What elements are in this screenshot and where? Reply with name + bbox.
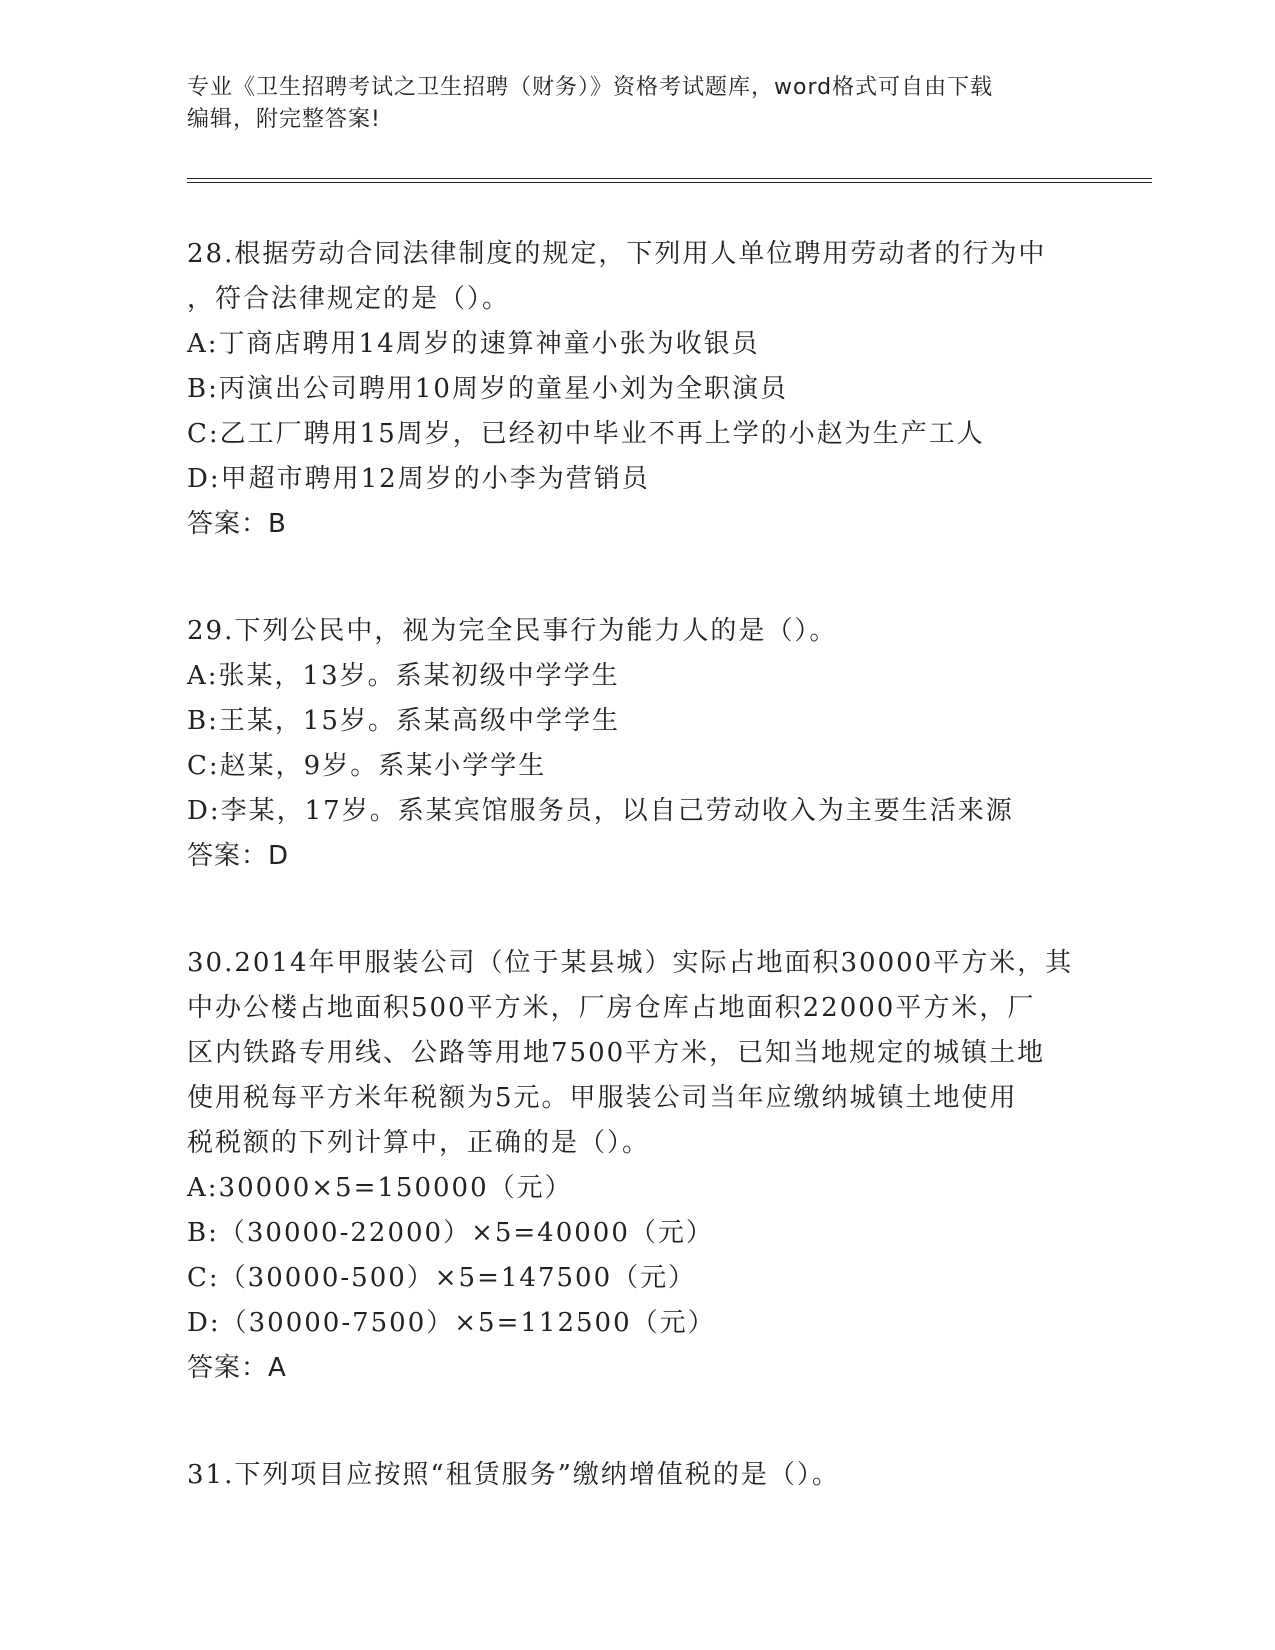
answer: 答案：A [187, 1353, 287, 1383]
question-28 [187, 232, 1087, 547]
header-divider-bottom [187, 182, 1152, 183]
option-b: B:（30000-22000）×5=40000（元） [187, 1218, 714, 1248]
question-text-line: 税税额的下列计算中，正确的是（）。 [187, 1128, 651, 1158]
question-text-line: 30.2014年甲服装公司（位于某县城）实际占地面积30000平方米，其 [187, 948, 1074, 978]
question-text-line: 31.下列项目应按照“租赁服务”缴纳增值税的是（）。 [187, 1460, 840, 1490]
question-list [187, 232, 1087, 1498]
header-line-1: 专业《卫生招聘考试之卫生招聘（财务）》资格考试题库，word格式可自由下载 [187, 75, 994, 100]
option-a: A:丁商店聘用14周岁的速算神童小张为收银员 [187, 329, 760, 359]
document-header [187, 72, 1087, 136]
option-d: D:（30000-7500）×5=112500（元） [187, 1308, 716, 1338]
answer: 答案：B [187, 509, 287, 539]
answer: 答案：D [187, 841, 290, 871]
option-c: C:乙工厂聘用15周岁，已经初中毕业不再上学的小赵为生产工人 [187, 419, 985, 449]
question-text-line: 中办公楼占地面积500平方米，厂房仓库占地面积22000平方米，厂 [187, 993, 1036, 1023]
question-text [187, 941, 1087, 1166]
question-29 [187, 609, 1087, 879]
option-a: A:张某，13岁。系某初级中学学生 [187, 661, 620, 691]
option-d: D:李某，17岁。系某宾馆服务员，以自己劳动收入为主要生活来源 [187, 796, 1014, 826]
question-text-line: 使用税每平方米年税额为5元。甲服装公司当年应缴纳城镇土地使用 [187, 1083, 1018, 1113]
question-text-line: 区内铁路专用线、公路等用地7500平方米，已知当地规定的城镇土地 [187, 1038, 1046, 1068]
question-text [187, 232, 1087, 322]
option-c: C:赵某，9岁。系某小学学生 [187, 751, 547, 781]
option-b: B:丙演出公司聘用10周岁的童星小刘为全职演员 [187, 374, 788, 404]
question-30 [187, 941, 1087, 1391]
question-31 [187, 1453, 1087, 1498]
question-text-line: 28.根据劳动合同法律制度的规定，下列用人单位聘用劳动者的行为中 [187, 239, 1047, 269]
header-divider-top [187, 178, 1152, 179]
option-d: D:甲超市聘用12周岁的小李为营销员 [187, 464, 650, 494]
option-c: C:（30000-500）×5=147500（元） [187, 1263, 697, 1293]
option-b: B:王某，15岁。系某高级中学学生 [187, 706, 620, 736]
header-line-2: 编辑，附完整答案! [187, 107, 381, 132]
question-text-line: 29.下列公民中，视为完全民事行为能力人的是（）。 [187, 616, 838, 646]
option-a: A:30000×5=150000（元） [187, 1173, 573, 1203]
question-text [187, 1453, 1087, 1498]
question-text-line: ，符合法律规定的是（）。 [187, 284, 511, 314]
question-text [187, 609, 1087, 654]
